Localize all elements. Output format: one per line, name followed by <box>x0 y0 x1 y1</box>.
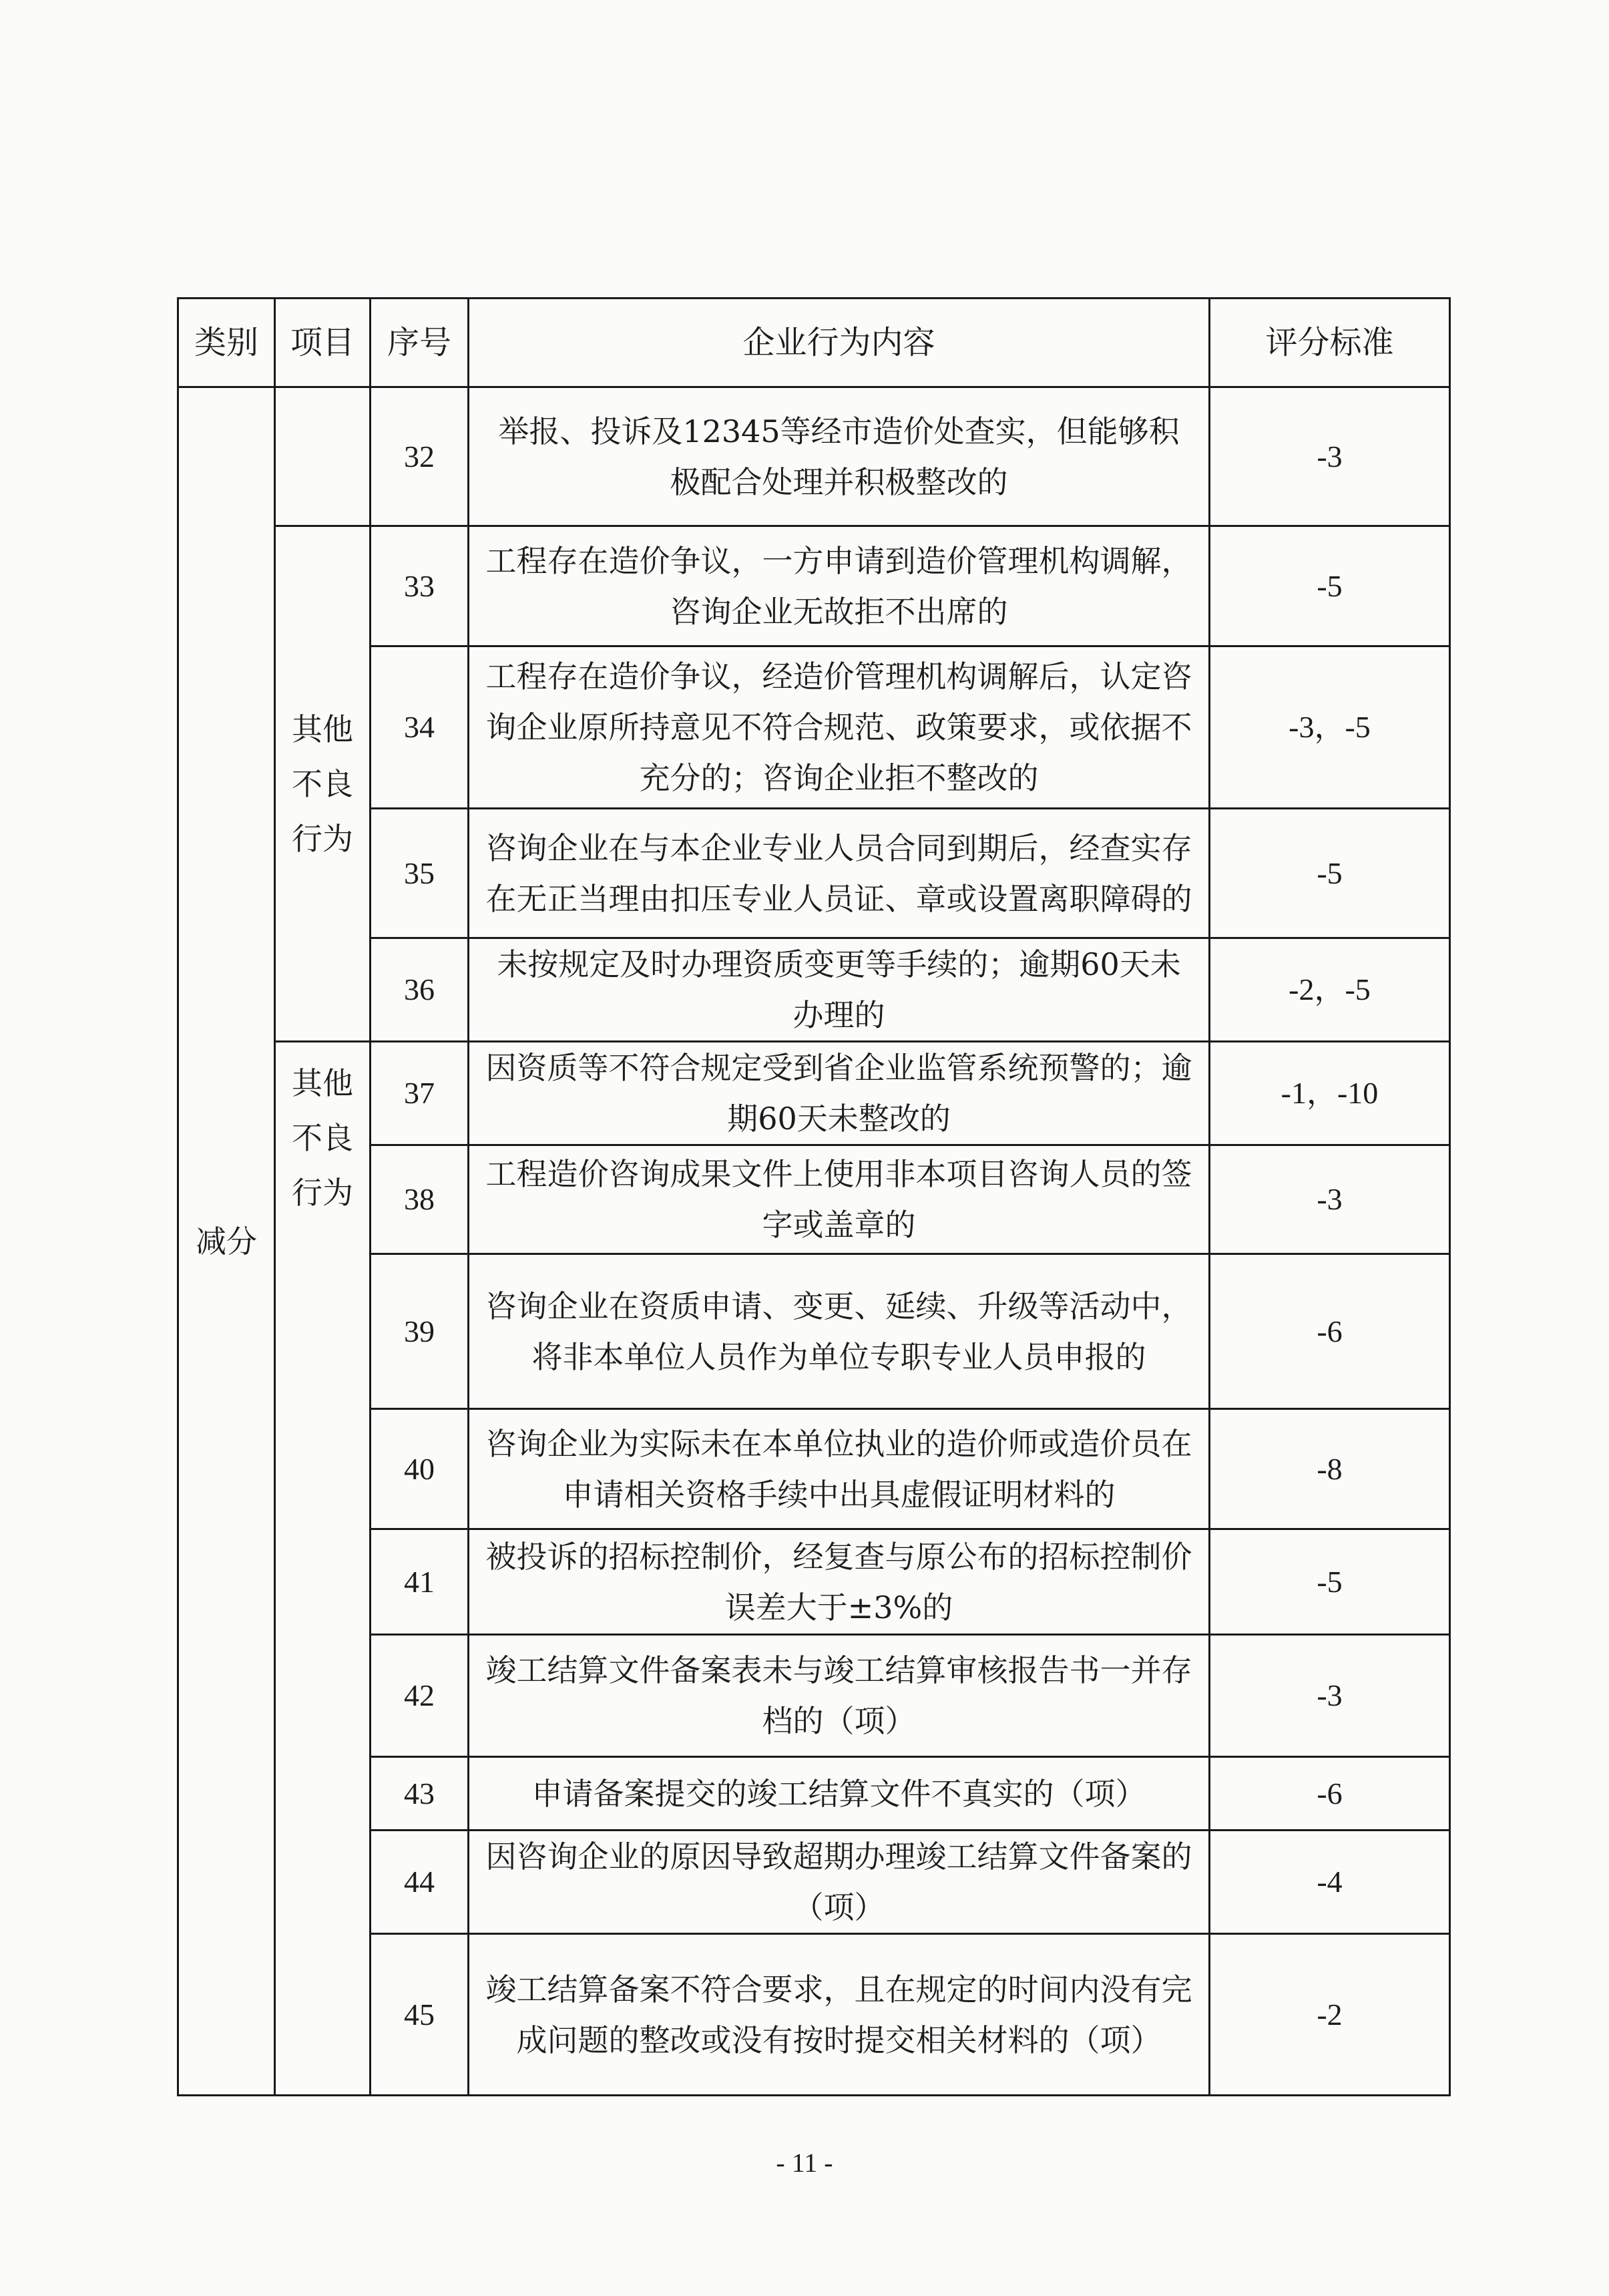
seq-cell: 41 <box>371 1529 469 1635</box>
item-cell-other-2: 其他不良行为 <box>275 1042 371 2096</box>
score-cell: -4 <box>1210 1831 1450 1934</box>
content-cell: 申请备案提交的竣工结算文件不真实的（项） <box>469 1757 1210 1831</box>
score-cell: -3 <box>1210 1635 1450 1757</box>
content-cell: 竣工结算文件备案表未与竣工结算审核报告书一并存档的（项） <box>469 1635 1210 1757</box>
content-cell: 工程存在造价争议，经造价管理机构调解后，认定咨询企业原所持意见不符合规范、政策要求，或依据不充分的；咨询企业拒不整改的 <box>469 646 1210 809</box>
content-cell: 咨询企业在资质申请、变更、延续、升级等活动中，将非本单位人员作为单位专职专业人员申报的 <box>469 1254 1210 1409</box>
seq-cell: 34 <box>371 646 469 809</box>
score-cell: -3 <box>1210 1145 1450 1254</box>
header-score: 评分标准 <box>1210 299 1450 387</box>
seq-cell: 44 <box>371 1831 469 1934</box>
seq-cell: 40 <box>371 1409 469 1529</box>
table-row <box>178 387 1450 526</box>
content-cell: 咨询企业在与本企业专业人员合同到期后，经查实存在无正当理由扣压专业人员证、章或设置离职障碍的 <box>469 809 1210 938</box>
score-cell: -5 <box>1210 526 1450 646</box>
score-cell: -1，-10 <box>1210 1042 1450 1145</box>
content-cell: 举报、投诉及12345等经市造价处查实，但能够积极配合处理并积极整改的 <box>469 387 1210 526</box>
score-cell: -8 <box>1210 1409 1450 1529</box>
score-cell: -3 <box>1210 387 1450 526</box>
score-cell: -5 <box>1210 1529 1450 1635</box>
seq-cell: 35 <box>371 809 469 938</box>
score-cell: -6 <box>1210 1757 1450 1831</box>
header-content: 企业行为内容 <box>469 299 1210 387</box>
score-cell: -6 <box>1210 1254 1450 1409</box>
content-cell: 因咨询企业的原因导致超期办理竣工结算文件备案的（项） <box>469 1831 1210 1934</box>
seq-cell: 38 <box>371 1145 469 1254</box>
seq-cell: 37 <box>371 1042 469 1145</box>
header-seq: 序号 <box>371 299 469 387</box>
table-row <box>178 526 1450 646</box>
category-cell: 减分 <box>178 387 275 2096</box>
seq-cell: 45 <box>371 1934 469 2096</box>
seq-cell: 36 <box>371 938 469 1042</box>
content-cell: 工程存在造价争议，一方申请到造价管理机构调解，咨询企业无故拒不出席的 <box>469 526 1210 646</box>
seq-cell: 32 <box>371 387 469 526</box>
header-category: 类别 <box>178 299 275 387</box>
score-cell: -3，-5 <box>1210 646 1450 809</box>
header-item: 项目 <box>275 299 371 387</box>
seq-cell: 42 <box>371 1635 469 1757</box>
page-number: - 11 - <box>776 2148 833 2178</box>
item-cell-other: 其他不良行为 <box>275 526 371 1042</box>
content-cell: 竣工结算备案不符合要求，且在规定的时间内没有完成问题的整改或没有按时提交相关材料的（项） <box>469 1934 1210 2096</box>
table-row <box>178 1042 1450 1145</box>
content-cell: 未按规定及时办理资质变更等手续的；逾期60天未办理的 <box>469 938 1210 1042</box>
content-cell: 工程造价咨询成果文件上使用非本项目咨询人员的签字或盖章的 <box>469 1145 1210 1254</box>
content-cell: 被投诉的招标控制价，经复查与原公布的招标控制价误差大于±3%的 <box>469 1529 1210 1635</box>
seq-cell: 43 <box>371 1757 469 1831</box>
score-cell: -2 <box>1210 1934 1450 2096</box>
seq-cell: 33 <box>371 526 469 646</box>
content-cell: 因资质等不符合规定受到省企业监管系统预警的；逾期60天未整改的 <box>469 1042 1210 1145</box>
item-cell-empty <box>275 387 371 526</box>
seq-cell: 39 <box>371 1254 469 1409</box>
content-cell: 咨询企业为实际未在本单位执业的造价师或造价员在申请相关资格手续中出具虚假证明材料的 <box>469 1409 1210 1529</box>
scoring-table <box>177 297 1451 2096</box>
score-cell: -5 <box>1210 809 1450 938</box>
table-header-row <box>178 299 1450 387</box>
score-cell: -2，-5 <box>1210 938 1450 1042</box>
